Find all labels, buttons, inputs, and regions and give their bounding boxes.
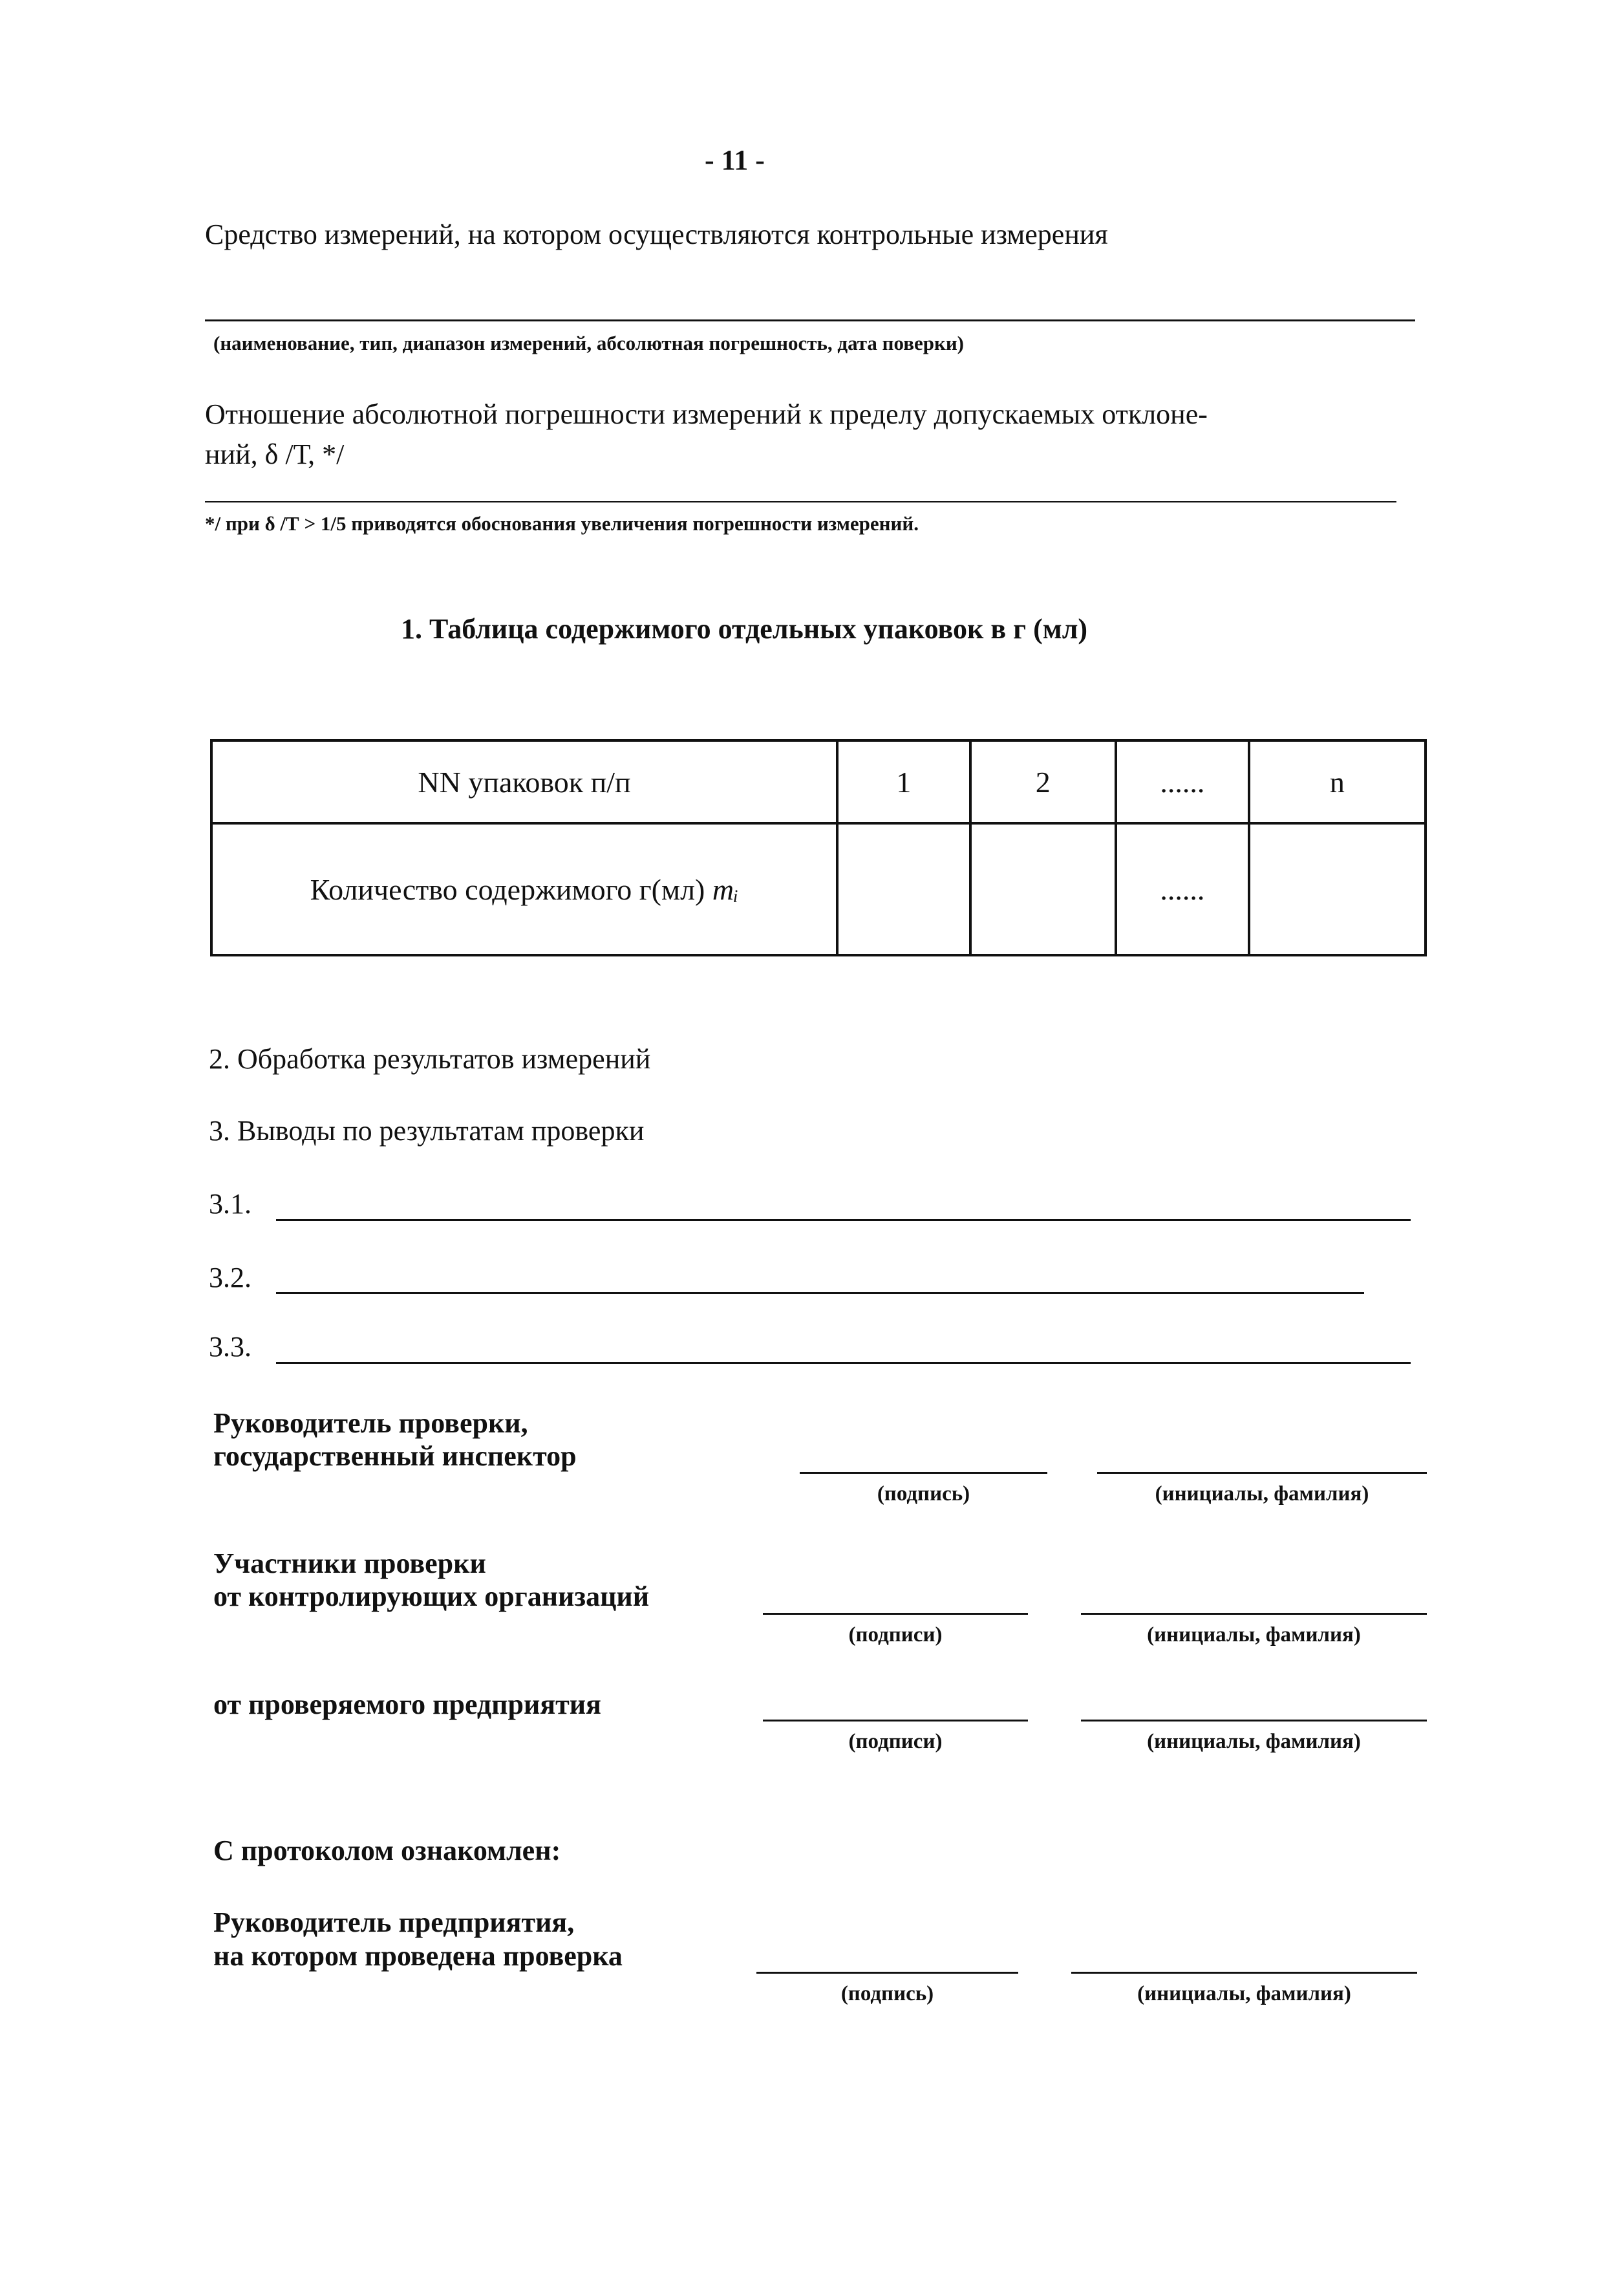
table-cell <box>1249 823 1426 955</box>
signature-line <box>763 1720 1028 1721</box>
enterprise-head-line1: Руководитель предприятия, <box>213 1906 575 1938</box>
table-row <box>211 823 1426 955</box>
signature-line <box>763 1613 1028 1615</box>
conclusion-item-line <box>276 1292 1364 1294</box>
measuring-instrument-fill-line <box>205 319 1415 321</box>
content-quantity-symbol: mᵢ <box>712 872 739 906</box>
packages-table <box>210 739 1427 956</box>
name-caption: (инициалы, фамилия) <box>1147 1730 1361 1753</box>
conclusion-item-number: 3.2. <box>209 1262 251 1293</box>
conclusion-item-line <box>276 1362 1411 1364</box>
name-caption: (инициалы, фамилия) <box>1137 1982 1351 2005</box>
name-caption: (инициалы, фамилия) <box>1155 1482 1369 1505</box>
table-cell <box>970 823 1116 955</box>
ratio-fill-line <box>205 501 1396 502</box>
table-header-package-numbers: NN упаковок п/п <box>211 740 837 823</box>
participants-line1: Участники проверки <box>213 1548 486 1579</box>
ratio-label-line2: ний, δ /Т, */ <box>205 438 345 470</box>
inspection-head-line1: Руководитель проверки, <box>213 1407 528 1439</box>
table-row <box>211 740 1426 823</box>
table-cell: ...... <box>1116 823 1249 955</box>
table-column-header: 1 <box>837 740 970 823</box>
ratio-label-line1: Отношение абсолютной погрешности измерений к пределу допускаемых отклоне- <box>205 398 1208 430</box>
table-column-header: ...... <box>1116 740 1249 823</box>
signature-line <box>800 1472 1047 1474</box>
table-column-header: n <box>1249 740 1426 823</box>
signature-line <box>756 1972 1018 1974</box>
ratio-footnote: */ при δ /Т > 1/5 приводятся обоснования увеличения погрешности измерений. <box>205 512 919 535</box>
acquainted-label: С протоколом ознакомлен: <box>213 1835 561 1866</box>
measuring-instrument-label: Средство измерений, на котором осуществляются контрольные измерения <box>205 219 1108 250</box>
name-line <box>1081 1613 1427 1615</box>
name-line <box>1097 1472 1427 1474</box>
signature-caption: (подписи) <box>848 1730 943 1753</box>
name-line <box>1071 1972 1417 1974</box>
page-number: - 11 - <box>705 144 765 176</box>
measuring-instrument-caption: (наименование, тип, диапазон измерений, абсолютная погрешность, дата поверки) <box>213 332 965 354</box>
name-caption: (инициалы, фамилия) <box>1147 1623 1361 1646</box>
name-line <box>1081 1720 1427 1721</box>
section2-title: 2. Обработка результатов измерений <box>209 1043 651 1075</box>
signature-caption: (подпись) <box>877 1482 970 1505</box>
conclusion-item-line <box>276 1219 1411 1221</box>
signature-caption: (подписи) <box>848 1623 943 1646</box>
section3-title: 3. Выводы по результатам проверки <box>209 1115 645 1147</box>
table-column-header: 2 <box>970 740 1116 823</box>
table1-title: 1. Таблица содержимого отдельных упаковок в г (мл) <box>401 613 1088 645</box>
conclusion-item-number: 3.1. <box>209 1188 251 1220</box>
table-header-content-quantity <box>211 823 837 955</box>
content-quantity-label: Количество содержимого г(мл) <box>310 872 712 906</box>
enterprise-participants-label: от проверяемого предприятия <box>213 1689 601 1720</box>
signature-caption: (подпись) <box>840 1982 934 2005</box>
table-cell <box>837 823 970 955</box>
participants-line2: от контролирующих организаций <box>213 1581 650 1612</box>
enterprise-head-line2: на котором проведена проверка <box>213 1940 623 1972</box>
conclusion-item-number: 3.3. <box>209 1331 251 1363</box>
inspection-head-line2: государственный инспектор <box>213 1440 577 1472</box>
